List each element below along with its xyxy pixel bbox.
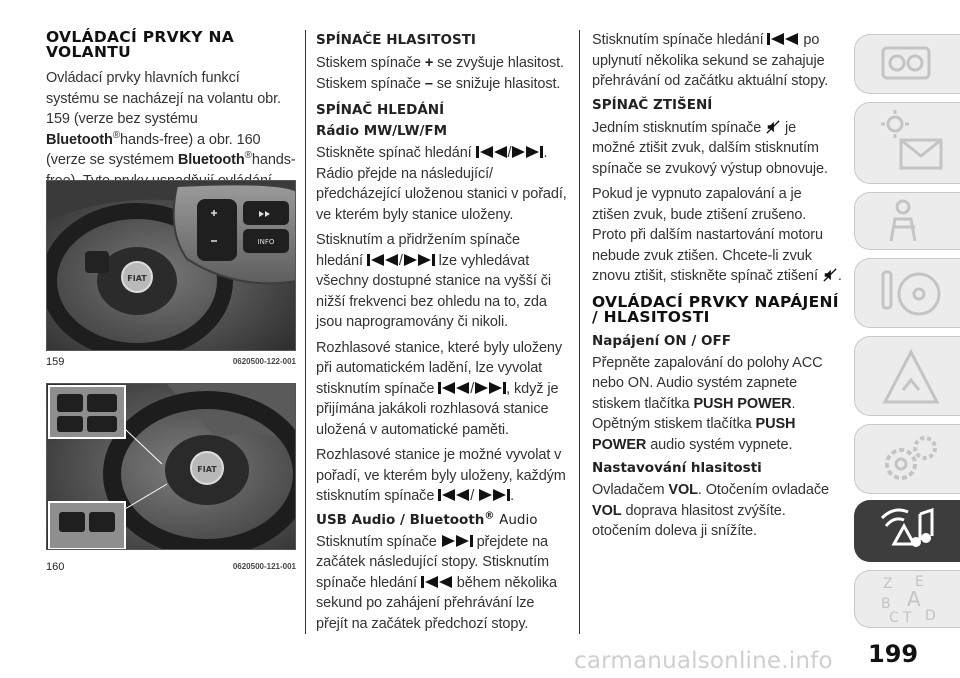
section-heading-power-volume: OVLÁDACÍ PRVKY NAPÁJENÍ / HLASITOSTI: [592, 292, 839, 326]
skip-back-icon: [438, 381, 470, 395]
skip-forward-icon: [403, 253, 435, 267]
radio-paragraph-3: Rozhlasové stanice, které byly uloženy při automatickém ladění, lze vyvolat stisknutím spínače / , když je přijímána jakákoli rozhlasová stanice uložená v automatické paměti.: [316, 339, 563, 438]
skip-forward-icon: [441, 534, 473, 548]
skip-back-icon: [367, 253, 399, 267]
figure-159-caption: 159 0620500-122-001: [46, 356, 296, 368]
watermark: carmanualsonline.info: [574, 648, 833, 674]
steering-wheel-image: [47, 384, 296, 550]
figure-160-photo: [46, 383, 296, 550]
section-heading-steering-controls: OVLÁDACÍ PRVKY NA VOLANTU: [46, 28, 235, 61]
steering-wheel-icon: [881, 268, 945, 318]
svg-text:C: C: [889, 610, 899, 624]
tab-index[interactable]: [854, 570, 960, 628]
tab-warning-lights[interactable]: [854, 102, 960, 184]
skip-back-icon: [421, 575, 453, 589]
radio-heading: Rádio MW/LW/FM: [316, 123, 448, 139]
skip-back-icon: [476, 145, 508, 159]
skip-back-icon: [767, 32, 799, 46]
index-icon: [881, 574, 941, 624]
warning-triangle-icon: [881, 346, 945, 406]
intro-paragraph: Ovládací prvky hlavních funkcí systému se nacházejí na volantu obr. 159 (verze bez systému Bluetooth®hands-free) a obr. 160 (verze se systémem Bluetooth®hands-: [46, 70, 296, 168]
mute-icon: [822, 268, 838, 282]
radio-paragraph-4: Rozhlasové stanice je možné vyvolat v pořadí, ve kterém byly uloženy, každým stisknutím spínače / .: [316, 447, 566, 504]
safety-icon: [881, 199, 937, 243]
tab-safety[interactable]: [854, 192, 960, 250]
volume-paragraph: Stiskem spínače + se zvyšuje hlasitost. Stiskem spínače – se snižuje hlasitost.: [316, 55, 564, 92]
radio-paragraph-1: Stiskněte spínač hledání / . Rádio přejde na následující/ předcházející uloženou stanici v pořadí, ve kterém byly stanice uloženy.: [316, 145, 567, 223]
bluetooth-label: Bluetooth: [177, 152, 245, 168]
mute-paragraph-2: Pokud je vypnuto zapalování a je ztišen zvuk, bude ztišení zrušeno. Proto při dalším nastartování motoru nebude zvuk ztišen. Chcete-li zvuk znovu ztišit, stiskněte spínač ztišení .: [592, 186, 842, 284]
figure-160-caption: 160 0620500-121-001: [46, 561, 296, 573]
svg-text:D: D: [925, 608, 936, 624]
gears-icon: [881, 432, 945, 486]
warning-lights-icon: [881, 110, 945, 176]
tab-emergency[interactable]: [854, 336, 960, 416]
tab-starting-driving[interactable]: [854, 258, 960, 328]
usb-audio-heading: USB Audio / Bluetooth® Audio: [316, 510, 538, 528]
column-left: [46, 30, 296, 196]
wheel-badge: FIAT: [127, 274, 147, 283]
bluetooth-label: Bluetooth: [46, 131, 113, 148]
volume-setting-paragraph: Ovladačem VOL. Otočením ovladače VOL doprava hlasitost zvýšíte. otočením doleva ji snížíte.: [592, 482, 829, 539]
mute-switch-heading: SPÍNAČ ZTIŠENÍ: [592, 96, 713, 113]
svg-text:Z: Z: [883, 576, 893, 592]
column-divider: [579, 30, 580, 634]
skip-forward-icon: [474, 381, 506, 395]
steering-wheel-image: [47, 181, 296, 351]
column-divider: [305, 30, 306, 634]
wheel-badge: FIAT: [197, 465, 217, 474]
info-button-label: INFO: [257, 238, 275, 246]
svg-text:B: B: [881, 596, 891, 612]
multimedia-icon: [880, 506, 944, 556]
svg-text:E: E: [915, 574, 924, 590]
page-number: 199: [868, 640, 919, 668]
volume-switches-heading: SPÍNAČE HLASITOSTI: [316, 32, 476, 48]
track-restart-paragraph: Stisknutím spínače hledání po uplynutí několika sekund se zahajuje přehrávání od začátku aktuální stopy.: [592, 32, 829, 89]
mute-paragraph-1: Jedním stisknutím spínače je možné ztišit zvuk, dalším stisknutím spínače se zvukový výstup obnovuje.: [592, 119, 828, 177]
column-right: [592, 30, 842, 547]
column-middle: [316, 30, 568, 639]
skip-forward-icon: [511, 145, 543, 159]
tab-dashboard[interactable]: [854, 34, 960, 94]
search-switch-heading: SPÍNAČ HLEDÁNÍ: [316, 102, 445, 118]
skip-forward-icon: [478, 488, 510, 502]
figure-159-photo: [46, 180, 296, 351]
svg-text:T: T: [903, 610, 912, 624]
power-onoff-heading: Napájení ON / OFF: [592, 332, 731, 349]
mute-icon: [765, 120, 781, 134]
volume-setting-heading: Nastavování hlasitosti: [592, 460, 762, 476]
svg-text:A: A: [907, 587, 921, 611]
tab-multimedia[interactable]: [854, 500, 960, 562]
tab-maintenance[interactable]: [854, 424, 960, 494]
usb-paragraph: Stisknutím spínače přejdete na začátek následující stopy. Stisknutím spínače hledání během několika sekund po zahájení přehrávání lze přejít na začátek předchozí stopy.: [316, 533, 557, 632]
power-paragraph: Přepněte zapalování do polohy ACC nebo ON. Audio systém zapnete stiskem tlačítka PUSH POWER. Opětným stiskem tlačítka PUSH POWER audio systém vypnete.: [592, 354, 823, 453]
skip-back-icon: [438, 488, 470, 502]
dashboard-icon: [881, 44, 937, 84]
radio-paragraph-2: Stisknutím a přidržením spínače hledání / lze vyhledávat všechny dostupné stanice na vyšší či nižší frekvenci bez ohledu na to, zda jsou naprogramovány či nikoli.: [316, 232, 551, 330]
